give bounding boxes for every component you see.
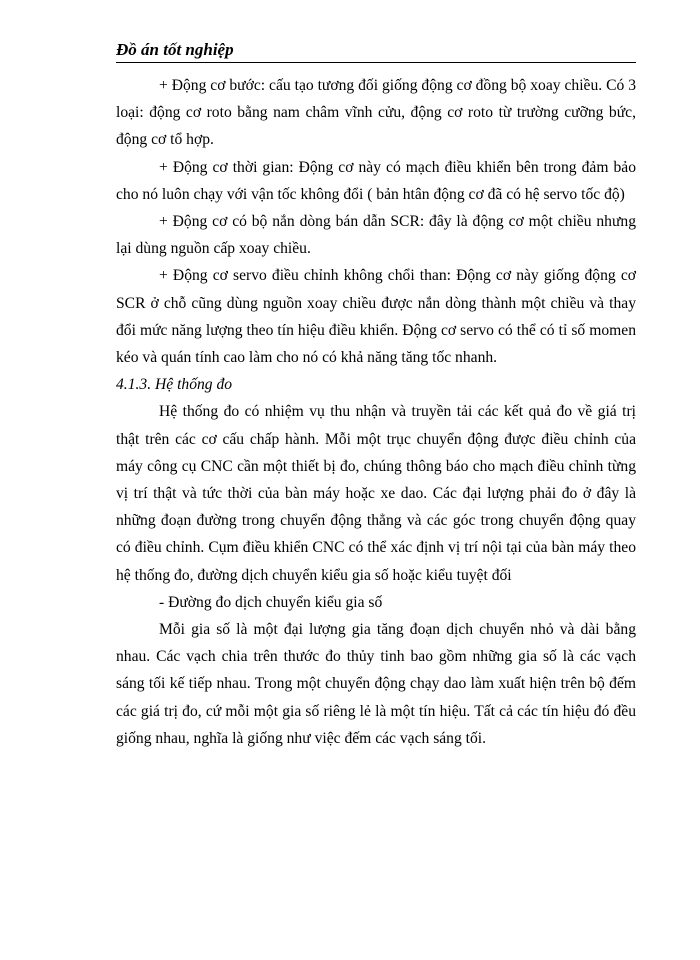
paragraph-stepper-motor: + Động cơ bước: cấu tạo tương đối giống động cơ đồng bộ xoay chiều. Có 3 loại: động cơ roto bằng nam châm vĩnh cửu, động cơ roto từ trường cưỡng bức, động cơ tổ hợp. bbox=[116, 77, 636, 149]
header-title: Đồ án tốt nghiệp bbox=[116, 40, 234, 59]
document-body bbox=[116, 72, 636, 752]
paragraph-scr-motor: + Động cơ có bộ nắn dòng bán dẫn SCR: đây là động cơ một chiều nhưng lại dùng nguồn cấp xoay chiều. bbox=[116, 213, 636, 258]
page-header bbox=[116, 38, 636, 63]
paragraph-measuring-system: Hệ thống đo có nhiệm vụ thu nhận và truyền tải các kết quả đo về giá trị thật trên các cơ cấu chấp hành. Mỗi một trục chuyển động được điều chỉnh của máy công cụ CNC cần một thiết bị đo, chúng thông báo cho mạch điều chỉnh từng vị trí thật và tức thời của bàn máy hoặc xe dao. Các đại lượng phải đo ở đây là những đoạn đường trong chuyển động thẳng và các góc trong chuyển động quay có điều chỉnh. Cụm điều khiển CNC có thể xác định vị trí nội tại của bàn máy theo hệ thống đo, đường dịch chuyển kiểu gia số hoặc kiểu tuyệt đối bbox=[116, 403, 636, 584]
paragraph-timer-motor: + Động cơ thời gian: Động cơ này có mạch điều khiển bên trong đảm bảo cho nó luôn chạy với vận tốc không đổi ( bản htân động cơ đã có hệ servo tốc độ) bbox=[116, 158, 636, 203]
paragraph-incremental-description: Mỗi gia số là một đại lượng gia tăng đoạn dịch chuyển nhỏ và dài bằng nhau. Các vạch chia trên thước đo thủy tinh bao gồm những gia số là các vạch sáng tối kế tiếp nhau. Trong một chuyển động chạy dao làm xuất hiện trên bộ đếm các giá trị đo, cứ mỗi một gia số riêng lẻ là một tín hiệu. Tất cả các tín hiệu đó đều giống nhau, nghĩa là giống như việc đếm các vạch sáng tối. bbox=[116, 621, 636, 747]
paragraph-incremental-subheading: - Đường đo dịch chuyển kiểu gia số bbox=[159, 593, 383, 611]
paragraph-brushless-servo: + Động cơ servo điều chỉnh không chổi than: Động cơ này giống động cơ SCR ở chỗ cũng dùng nguồn xoay chiều được nắn dòng thành một chiều và thay đổi mức năng lượng theo tín hiệu điều khiển. Động cơ servo có thể có tỉ số momen kéo và quán tính cao làm cho nó có khả năng tăng tốc nhanh. bbox=[116, 267, 636, 367]
section-heading: 4.1.3. Hệ thống đo bbox=[116, 376, 233, 394]
